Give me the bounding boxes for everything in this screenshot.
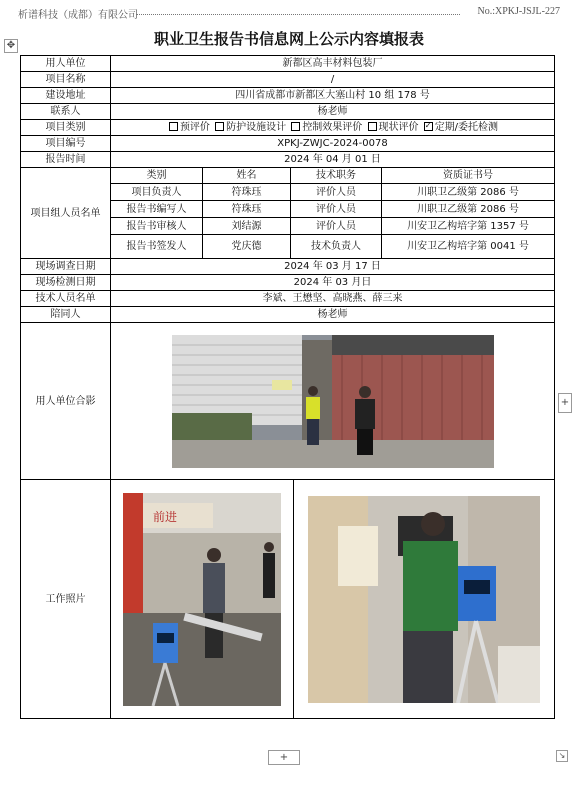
- contact-value[interactable]: 杨老师: [111, 104, 555, 120]
- address-label: 建设地址: [21, 88, 111, 104]
- category-option-label: 预评价: [179, 122, 210, 133]
- add-column-button[interactable]: +: [558, 393, 572, 413]
- add-row-button[interactable]: +: [268, 750, 300, 765]
- category-option-label: 定期/委托检测: [434, 122, 499, 133]
- work-photo-1-cell: [111, 480, 294, 719]
- document-number: No.:XPKJ-JSJL-227: [477, 6, 560, 17]
- team-table: [110, 167, 555, 259]
- category-option-label: 防护设施设计: [226, 122, 287, 133]
- report-time-value[interactable]: 2024 年 04 月 01 日: [111, 152, 555, 168]
- project-value[interactable]: /: [111, 72, 555, 88]
- checkbox-periodic-testing[interactable]: [424, 122, 433, 131]
- project-label: 项目名称: [21, 72, 111, 88]
- tech-staff-value[interactable]: 李斌、王懋坚、高晓燕、薛三来: [111, 291, 555, 307]
- team-role: 报告书签发人: [111, 235, 203, 259]
- team-header-name: 姓名: [203, 168, 291, 184]
- report-time-label: 报告时间: [21, 152, 111, 168]
- team-role: 项目负责人: [111, 184, 203, 201]
- team-title[interactable]: 评价人员: [291, 201, 382, 218]
- info-table: [20, 55, 555, 719]
- work-photo-cell: [111, 480, 555, 719]
- survey-date-label: 现场调查日期: [21, 259, 111, 275]
- svg-text:前进: 前进: [153, 509, 178, 524]
- test-date-value[interactable]: 2024 年 03 月日: [111, 275, 555, 291]
- survey-date-value[interactable]: 2024 年 03 月 17 日: [111, 259, 555, 275]
- checkbox-protection-design[interactable]: [215, 122, 224, 131]
- team-header-cert: 资质证书号: [382, 168, 555, 184]
- address-value[interactable]: 四川省成都市新都区大塞山村 10 组 178 号: [111, 88, 555, 104]
- team-row: [111, 235, 555, 259]
- escort-label: 陪同人: [21, 307, 111, 323]
- team-row: [111, 184, 555, 201]
- category-option-label: 控制效果评价: [302, 122, 363, 133]
- team-cert[interactable]: 川职卫乙级第 2086 号: [382, 184, 555, 201]
- team-name[interactable]: 刘结源: [203, 218, 291, 235]
- checkbox-status-assessment[interactable]: [368, 122, 377, 131]
- row-employer: [21, 56, 555, 72]
- team-header-role: 类别: [111, 168, 203, 184]
- team-header-row: [111, 168, 555, 184]
- team-title[interactable]: 评价人员: [291, 184, 382, 201]
- work-photo-label: 工作照片: [21, 480, 111, 719]
- team-title[interactable]: 评价人员: [291, 218, 382, 235]
- team-name[interactable]: 党庆德: [203, 235, 291, 259]
- test-date-label: 现场检测日期: [21, 275, 111, 291]
- category-option-label: 现状评价: [378, 122, 419, 133]
- escort-value[interactable]: 杨老师: [111, 307, 555, 323]
- team-header-title: 技术职务: [291, 168, 382, 184]
- page-title: 职业卫生报告书信息网上公示内容填报表: [153, 30, 424, 48]
- team-row: [111, 218, 555, 235]
- table-move-handle-icon[interactable]: ✥: [4, 39, 18, 53]
- employer-value[interactable]: 新都区高丰材料包装厂: [111, 56, 555, 72]
- category-options: [111, 120, 555, 136]
- employer-label: 用人单位: [21, 56, 111, 72]
- team-cert[interactable]: 川安卫乙构培字第 0041 号: [382, 235, 555, 259]
- team-cell: [111, 168, 555, 259]
- group-photo: [172, 335, 494, 468]
- team-role: 报告书审核人: [111, 218, 203, 235]
- page-header: [18, 6, 560, 20]
- code-label: 项目编号: [21, 136, 111, 152]
- work-photo-table: [110, 479, 555, 719]
- header-dotted-line: [136, 14, 460, 15]
- team-cert[interactable]: 川职卫乙级第 2086 号: [382, 201, 555, 218]
- table-resize-handle-icon[interactable]: ↘: [556, 750, 568, 762]
- checkbox-pre-assessment[interactable]: [169, 122, 178, 131]
- work-photo-2-cell: [294, 480, 555, 719]
- contact-label: 联系人: [21, 104, 111, 120]
- code-value[interactable]: XPKJ-ZWJC-2024-0078: [111, 136, 555, 152]
- team-label: 项目组人员名单: [21, 168, 111, 259]
- team-cert[interactable]: 川安卫乙构培字第 1357 号: [382, 218, 555, 235]
- team-name[interactable]: 符珠珏: [203, 201, 291, 218]
- group-photo-label: 用人单位合影: [21, 323, 111, 480]
- team-title[interactable]: 技术负责人: [291, 235, 382, 259]
- team-role: 报告书编写人: [111, 201, 203, 218]
- company-name: 析谱科技（成都）有限公司: [18, 10, 138, 21]
- category-label: 项目类别: [21, 120, 111, 136]
- team-row: [111, 201, 555, 218]
- work-photo-2: [308, 496, 540, 703]
- work-photo-1: [123, 493, 281, 706]
- checkbox-control-effect[interactable]: [291, 122, 300, 131]
- group-photo-cell: [111, 323, 555, 480]
- team-name[interactable]: 符珠珏: [203, 184, 291, 201]
- tech-staff-label: 技术人员名单: [21, 291, 111, 307]
